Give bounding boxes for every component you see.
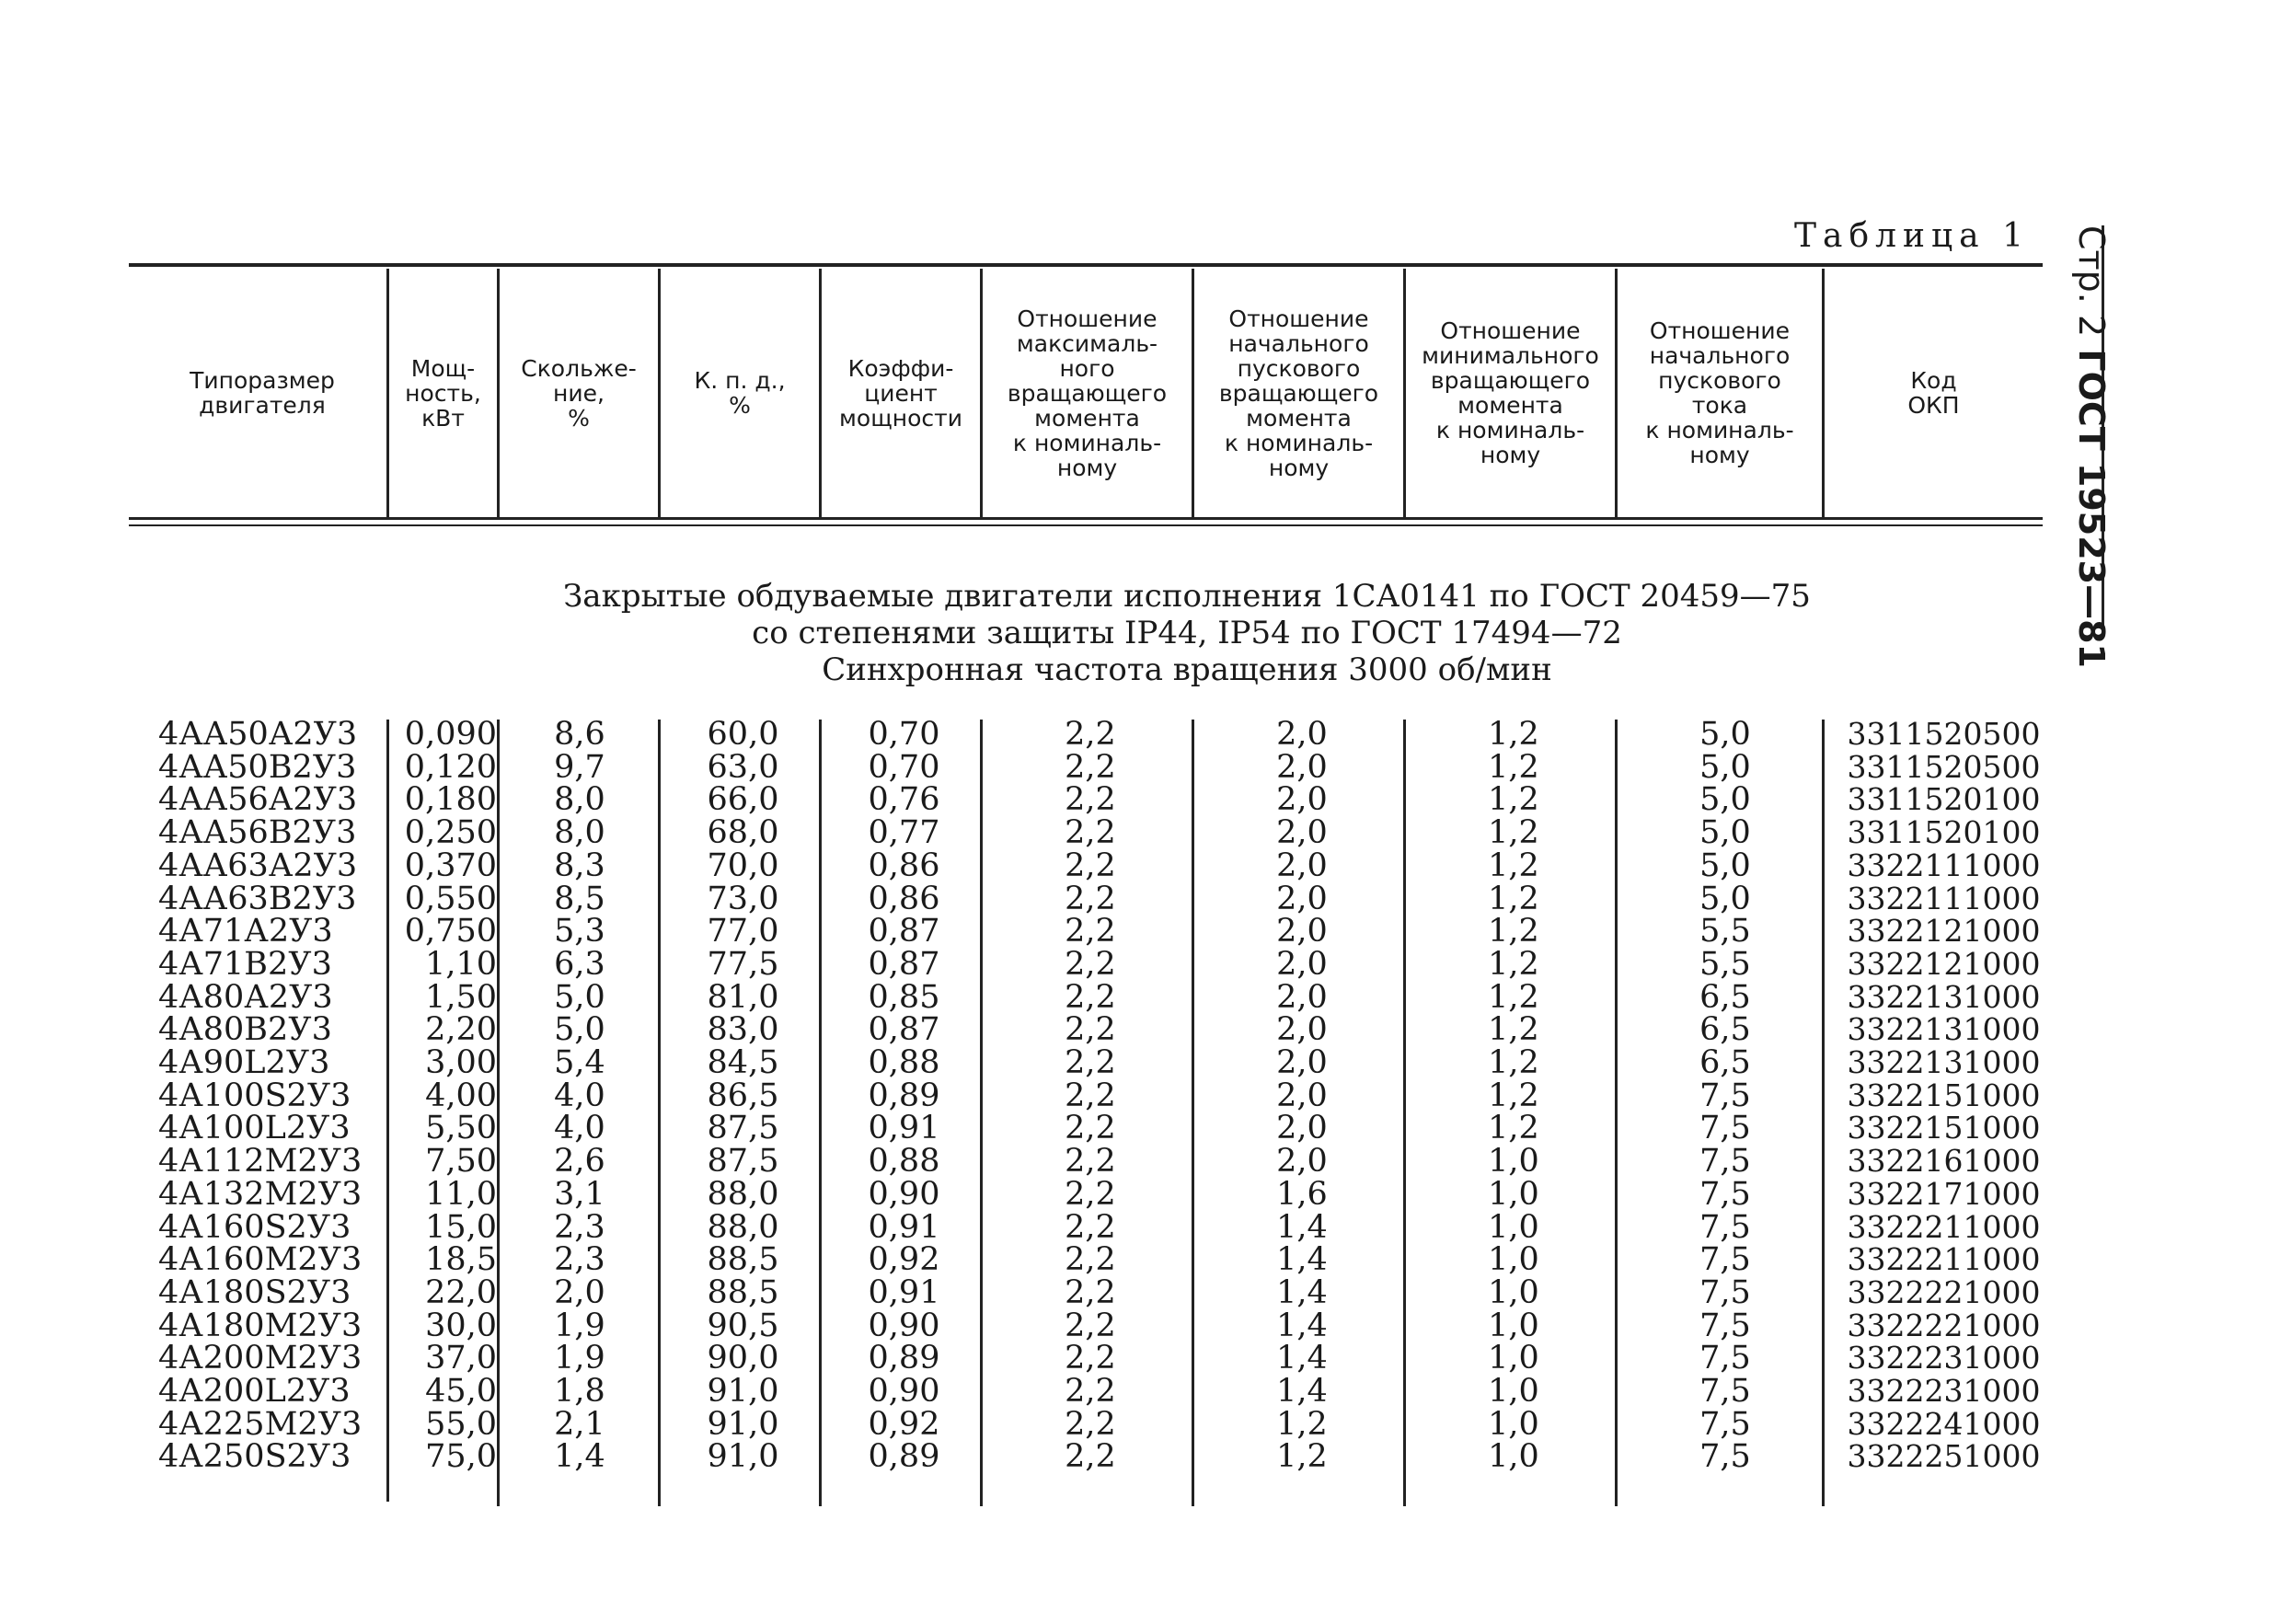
cell-power: 18,5: [425, 1241, 497, 1279]
cell-motor-type: 4А225М2У3: [158, 1405, 363, 1443]
cell-start-torque-ratio: 1,4: [1276, 1340, 1328, 1377]
cell-slip: 2,0: [554, 1273, 605, 1311]
cell-power-factor: 0,90: [868, 1373, 940, 1410]
cell-power-factor: 0,77: [868, 814, 940, 852]
cell-motor-type: 4А100L2У3: [158, 1110, 351, 1147]
cell-okp-code: 3322131000: [1847, 978, 2041, 1015]
cell-motor-type: 4АА56А2У3: [158, 781, 358, 819]
cell-power: 5,50: [425, 1110, 497, 1147]
cell-power: 1,10: [425, 945, 497, 983]
cell-power-factor: 0,90: [868, 1307, 940, 1344]
section-title-line: Синхронная частота вращения 3000 об/мин: [822, 651, 1552, 688]
cell-min-torque-ratio: 1,2: [1488, 1110, 1539, 1147]
cell-power-factor: 0,86: [868, 847, 940, 884]
column-header-slip: Скольже- ние, %: [521, 354, 637, 432]
cell-motor-type: 4АА50В2У3: [158, 748, 357, 786]
cell-start-current-ratio: 7,5: [1699, 1273, 1751, 1311]
cell-start-torque-ratio: 2,0: [1276, 716, 1328, 753]
cell-min-torque-ratio: 1,2: [1488, 748, 1539, 786]
cell-power: 3,00: [425, 1044, 497, 1081]
cell-power-factor: 0,85: [868, 978, 940, 1016]
cell-power: 0,090: [404, 716, 497, 753]
page-number: Стр. 2: [2071, 225, 2112, 338]
cell-power-factor: 0,89: [868, 1340, 940, 1377]
cell-okp-code: 3322121000: [1847, 945, 2041, 982]
cell-start-current-ratio: 7,5: [1699, 1340, 1751, 1377]
cell-start-current-ratio: 5,0: [1699, 716, 1751, 753]
cell-slip: 2,1: [554, 1405, 605, 1443]
column-header-min-torque-ratio: Отношение минимального вращающего момента к номиналь- ному: [1422, 317, 1599, 468]
cell-start-current-ratio: 7,5: [1699, 1438, 1751, 1476]
cell-start-torque-ratio: 1,6: [1276, 1175, 1328, 1213]
cell-start-current-ratio: 6,5: [1699, 978, 1751, 1016]
cell-power: 4,00: [425, 1077, 497, 1114]
cell-start-current-ratio: 5,0: [1699, 847, 1751, 884]
cell-power-factor: 0,88: [868, 1044, 940, 1081]
cell-motor-type: 4А100S2У3: [158, 1077, 351, 1114]
cell-slip: 1,9: [554, 1307, 605, 1344]
cell-power-factor: 0,92: [868, 1241, 940, 1279]
cell-start-torque-ratio: 1,4: [1276, 1241, 1328, 1279]
cell-min-torque-ratio: 1,2: [1488, 913, 1539, 950]
cell-power-factor: 0,87: [868, 945, 940, 983]
cell-start-current-ratio: 5,0: [1699, 880, 1751, 917]
cell-start-current-ratio: 7,5: [1699, 1110, 1751, 1147]
cell-efficiency: 68,0: [707, 814, 779, 852]
cell-start-torque-ratio: 2,0: [1276, 814, 1328, 852]
cell-max-torque-ratio: 2,2: [1065, 1373, 1116, 1410]
column-header-max-torque-ratio: Отношение максималь- ного вращающего момента к номиналь- ному: [1007, 305, 1168, 481]
cell-slip: 8,3: [554, 847, 605, 884]
cell-okp-code: 3322151000: [1847, 1110, 2041, 1146]
cell-motor-type: 4АА63А2У3: [158, 847, 358, 884]
table-row: [0, 1208, 2116, 1246]
cell-min-torque-ratio: 1,2: [1488, 945, 1539, 983]
table-row: [0, 945, 2116, 983]
cell-max-torque-ratio: 2,2: [1065, 1077, 1116, 1114]
header-top-rule: [129, 263, 2043, 267]
cell-start-torque-ratio: 2,0: [1276, 1110, 1328, 1147]
cell-max-torque-ratio: 2,2: [1065, 847, 1116, 884]
cell-slip: 8,0: [554, 814, 605, 852]
cell-min-torque-ratio: 1,2: [1488, 978, 1539, 1016]
cell-motor-type: 4А71В2У3: [158, 945, 332, 983]
cell-start-torque-ratio: 1,4: [1276, 1273, 1328, 1311]
cell-max-torque-ratio: 2,2: [1065, 1011, 1116, 1049]
cell-min-torque-ratio: 1,2: [1488, 880, 1539, 917]
cell-max-torque-ratio: 2,2: [1065, 880, 1116, 917]
cell-slip: 5,3: [554, 913, 605, 950]
cell-slip: 2,3: [554, 1241, 605, 1279]
cell-okp-code: 3322131000: [1847, 1044, 2041, 1080]
cell-min-torque-ratio: 1,0: [1488, 1143, 1539, 1181]
cell-power: 0,180: [404, 781, 497, 819]
cell-efficiency: 77,5: [707, 945, 779, 983]
cell-start-current-ratio: 5,0: [1699, 814, 1751, 852]
cell-okp-code: 3311520100: [1847, 781, 2041, 818]
cell-start-current-ratio: 6,5: [1699, 1011, 1751, 1049]
header-bottom-rule-2: [129, 524, 2043, 526]
cell-efficiency: 81,0: [707, 978, 779, 1016]
column-header-motor-type: Типоразмер двигателя: [190, 367, 335, 419]
cell-okp-code: 3322111000: [1847, 847, 2041, 883]
cell-power: 2,20: [425, 1011, 497, 1049]
cell-power: 0,120: [404, 748, 497, 786]
cell-max-torque-ratio: 2,2: [1065, 1340, 1116, 1377]
cell-efficiency: 87,5: [707, 1110, 779, 1147]
cell-start-current-ratio: 5,5: [1699, 913, 1751, 950]
cell-min-torque-ratio: 1,2: [1488, 1077, 1539, 1114]
cell-slip: 8,0: [554, 781, 605, 819]
cell-motor-type: 4А80А2У3: [158, 978, 333, 1016]
cell-max-torque-ratio: 2,2: [1065, 1110, 1116, 1147]
column-header-power: Мощ- ность, кВт: [405, 354, 481, 432]
cell-start-current-ratio: 5,0: [1699, 748, 1751, 786]
cell-start-torque-ratio: 2,0: [1276, 847, 1328, 884]
cell-start-torque-ratio: 2,0: [1276, 1044, 1328, 1081]
cell-efficiency: 73,0: [707, 880, 779, 917]
cell-start-torque-ratio: 2,0: [1276, 880, 1328, 917]
cell-motor-type: 4А200М2У3: [158, 1340, 363, 1377]
table-row: [0, 748, 2116, 786]
cell-slip: 2,3: [554, 1208, 605, 1246]
cell-slip: 1,9: [554, 1340, 605, 1377]
table-row: [0, 849, 2116, 882]
cell-power: 0,750: [404, 913, 497, 950]
table-row: [0, 915, 2116, 948]
cell-okp-code: 3322231000: [1847, 1373, 2041, 1409]
cell-power-factor: 0,87: [868, 1011, 940, 1049]
cell-okp-code: 3322171000: [1847, 1175, 2041, 1212]
cell-okp-code: 3322131000: [1847, 1011, 2041, 1048]
cell-max-torque-ratio: 2,2: [1065, 1273, 1116, 1311]
cell-slip: 6,3: [554, 945, 605, 983]
cell-start-current-ratio: 7,5: [1699, 1143, 1751, 1181]
table-caption: Таблица 1: [1794, 217, 2030, 255]
cell-power: 45,0: [425, 1373, 497, 1410]
table-row: [0, 1342, 2116, 1375]
cell-max-torque-ratio: 2,2: [1065, 781, 1116, 819]
cell-okp-code: 3322111000: [1847, 880, 2041, 916]
table-row: [0, 718, 2116, 751]
cell-max-torque-ratio: 2,2: [1065, 1044, 1116, 1081]
cell-power-factor: 0,89: [868, 1077, 940, 1114]
cell-efficiency: 63,0: [707, 748, 779, 786]
cell-efficiency: 66,0: [707, 781, 779, 819]
cell-power-factor: 0,86: [868, 880, 940, 917]
cell-max-torque-ratio: 2,2: [1065, 814, 1116, 852]
section-title-line: Закрытые обдуваемые двигатели исполнения 1СА0141 по ГОСТ 20459—75: [563, 578, 1811, 615]
cell-efficiency: 70,0: [707, 847, 779, 884]
cell-start-current-ratio: 7,5: [1699, 1208, 1751, 1246]
cell-max-torque-ratio: 2,2: [1065, 913, 1116, 950]
cell-min-torque-ratio: 1,0: [1488, 1175, 1539, 1213]
cell-min-torque-ratio: 1,2: [1488, 781, 1539, 819]
cell-efficiency: 91,0: [707, 1405, 779, 1443]
cell-start-current-ratio: 7,5: [1699, 1405, 1751, 1443]
cell-okp-code: 3322151000: [1847, 1077, 2041, 1113]
column-header-power-factor: Коэффи- циент мощности: [839, 354, 962, 432]
cell-slip: 5,4: [554, 1044, 605, 1081]
cell-start-torque-ratio: 1,4: [1276, 1373, 1328, 1410]
cell-min-torque-ratio: 1,2: [1488, 1044, 1539, 1081]
cell-slip: 1,4: [554, 1438, 605, 1476]
cell-power-factor: 0,87: [868, 913, 940, 950]
cell-max-torque-ratio: 2,2: [1065, 716, 1116, 753]
page-running-header: [2071, 225, 2112, 668]
cell-slip: 4,0: [554, 1077, 605, 1114]
cell-motor-type: 4А250S2У3: [158, 1438, 351, 1476]
cell-efficiency: 77,0: [707, 913, 779, 950]
cell-efficiency: 88,5: [707, 1273, 779, 1311]
cell-max-torque-ratio: 2,2: [1065, 1143, 1116, 1181]
cell-power: 75,0: [425, 1438, 497, 1476]
cell-efficiency: 83,0: [707, 1011, 779, 1049]
table-row: [0, 1079, 2116, 1112]
cell-slip: 1,8: [554, 1373, 605, 1410]
cell-slip: 8,6: [554, 716, 605, 753]
cell-slip: 3,1: [554, 1175, 605, 1213]
table-row: [0, 1438, 2116, 1476]
cell-max-torque-ratio: 2,2: [1065, 1208, 1116, 1246]
cell-okp-code: 3322161000: [1847, 1143, 2041, 1180]
cell-power: 15,0: [425, 1208, 497, 1246]
cell-slip: 2,6: [554, 1143, 605, 1181]
cell-min-torque-ratio: 1,2: [1488, 814, 1539, 852]
cell-motor-type: 4А90L2У3: [158, 1044, 330, 1081]
cell-min-torque-ratio: 1,0: [1488, 1340, 1539, 1377]
header-bottom-rule: [129, 517, 2043, 520]
cell-efficiency: 91,0: [707, 1438, 779, 1476]
cell-power-factor: 0,76: [868, 781, 940, 819]
table-row: [0, 1405, 2116, 1443]
cell-motor-type: 4АА56В2У3: [158, 814, 357, 852]
cell-motor-type: 4А180S2У3: [158, 1273, 351, 1311]
cell-motor-type: 4А80В2У3: [158, 1011, 332, 1049]
cell-motor-type: 4А160S2У3: [158, 1208, 351, 1246]
cell-slip: 5,0: [554, 1011, 605, 1049]
cell-power: 0,250: [404, 814, 497, 852]
cell-start-current-ratio: 7,5: [1699, 1307, 1751, 1344]
table-row: [0, 978, 2116, 1016]
cell-power: 30,0: [425, 1307, 497, 1344]
cell-motor-type: 4А71А2У3: [158, 913, 333, 950]
section-title: [386, 578, 1987, 688]
cell-slip: 4,0: [554, 1110, 605, 1147]
cell-power: 7,50: [425, 1143, 497, 1181]
cell-efficiency: 88,5: [707, 1241, 779, 1279]
cell-max-torque-ratio: 2,2: [1065, 1438, 1116, 1476]
cell-power-factor: 0,91: [868, 1208, 940, 1246]
cell-start-torque-ratio: 1,2: [1276, 1405, 1328, 1443]
cell-start-current-ratio: 7,5: [1699, 1241, 1751, 1279]
cell-start-torque-ratio: 1,4: [1276, 1307, 1328, 1344]
cell-efficiency: 90,5: [707, 1307, 779, 1344]
table-row: [0, 1175, 2116, 1213]
cell-okp-code: 3322211000: [1847, 1208, 2041, 1245]
cell-motor-type: 4А200L2У3: [158, 1373, 351, 1410]
cell-power: 0,550: [404, 880, 497, 917]
cell-okp-code: 3322121000: [1847, 913, 2041, 950]
cell-min-torque-ratio: 1,0: [1488, 1405, 1539, 1443]
cell-min-torque-ratio: 1,2: [1488, 716, 1539, 753]
cell-efficiency: 90,0: [707, 1340, 779, 1377]
cell-start-torque-ratio: 2,0: [1276, 1011, 1328, 1049]
cell-okp-code: 3322211000: [1847, 1241, 2041, 1278]
table-row: [0, 1273, 2116, 1311]
cell-okp-code: 3322221000: [1847, 1273, 2041, 1310]
cell-start-torque-ratio: 1,4: [1276, 1208, 1328, 1246]
cell-start-current-ratio: 7,5: [1699, 1373, 1751, 1410]
cell-min-torque-ratio: 1,2: [1488, 847, 1539, 884]
cell-start-current-ratio: 5,0: [1699, 781, 1751, 819]
cell-okp-code: 3311520500: [1847, 716, 2041, 752]
cell-power-factor: 0,91: [868, 1110, 940, 1147]
cell-max-torque-ratio: 2,2: [1065, 1175, 1116, 1213]
cell-okp-code: 3322221000: [1847, 1307, 2041, 1343]
cell-efficiency: 88,0: [707, 1208, 779, 1246]
cell-start-torque-ratio: 2,0: [1276, 1077, 1328, 1114]
cell-efficiency: 91,0: [707, 1373, 779, 1410]
cell-max-torque-ratio: 2,2: [1065, 945, 1116, 983]
cell-efficiency: 87,5: [707, 1143, 779, 1181]
column-header-okp-code: Код ОКП: [1907, 367, 1960, 419]
cell-max-torque-ratio: 2,2: [1065, 1405, 1116, 1443]
cell-start-torque-ratio: 2,0: [1276, 1143, 1328, 1181]
table-row: [0, 1011, 2116, 1049]
cell-power: 0,370: [404, 847, 497, 884]
cell-power-factor: 0,91: [868, 1273, 940, 1311]
table-row: [0, 1111, 2116, 1145]
standard-number: ГОСТ 19523—81: [2071, 349, 2112, 668]
cell-start-torque-ratio: 2,0: [1276, 748, 1328, 786]
cell-okp-code: 3311520500: [1847, 748, 2041, 785]
cell-efficiency: 84,5: [707, 1044, 779, 1081]
cell-power-factor: 0,92: [868, 1405, 940, 1443]
cell-min-torque-ratio: 1,0: [1488, 1241, 1539, 1279]
cell-slip: 8,5: [554, 880, 605, 917]
cell-power: 11,0: [425, 1175, 497, 1213]
cell-efficiency: 88,0: [707, 1175, 779, 1213]
cell-motor-type: 4А180М2У3: [158, 1307, 363, 1344]
cell-efficiency: 60,0: [707, 716, 779, 753]
cell-start-current-ratio: 7,5: [1699, 1077, 1751, 1114]
cell-motor-type: 4АА63В2У3: [158, 880, 357, 917]
cell-motor-type: 4А132М2У3: [158, 1175, 363, 1213]
table-row: [0, 1241, 2116, 1279]
cell-power-factor: 0,88: [868, 1143, 940, 1181]
cell-start-torque-ratio: 2,0: [1276, 978, 1328, 1016]
cell-start-torque-ratio: 2,0: [1276, 913, 1328, 950]
cell-power: 55,0: [425, 1405, 497, 1443]
table-row: [0, 1309, 2116, 1342]
column-header-efficiency: К. п. д., %: [694, 367, 786, 419]
cell-start-current-ratio: 5,5: [1699, 945, 1751, 983]
cell-power-factor: 0,90: [868, 1175, 940, 1213]
cell-start-torque-ratio: 1,2: [1276, 1438, 1328, 1476]
cell-power: 37,0: [425, 1340, 497, 1377]
cell-power-factor: 0,70: [868, 748, 940, 786]
cell-okp-code: 3311520100: [1847, 814, 2041, 851]
cell-max-torque-ratio: 2,2: [1065, 748, 1116, 786]
cell-min-torque-ratio: 1,0: [1488, 1307, 1539, 1344]
section-title-line: со степенями защиты IP44, IP54 по ГОСТ 17494—72: [752, 615, 1622, 651]
cell-okp-code: 3322231000: [1847, 1340, 2041, 1376]
table-row: [0, 1046, 2116, 1079]
cell-motor-type: 4А112М2У3: [158, 1143, 363, 1181]
cell-okp-code: 3322251000: [1847, 1438, 2041, 1475]
table-row: [0, 1375, 2116, 1408]
table-row: [0, 1143, 2116, 1181]
cell-power-factor: 0,70: [868, 716, 940, 753]
table-row: [0, 814, 2116, 852]
cell-start-torque-ratio: 2,0: [1276, 781, 1328, 819]
cell-power: 1,50: [425, 978, 497, 1016]
cell-efficiency: 86,5: [707, 1077, 779, 1114]
cell-min-torque-ratio: 1,2: [1488, 1011, 1539, 1049]
column-header-start-torque-ratio: Отношение начального пускового вращающего момента к номиналь- ному: [1218, 305, 1379, 481]
cell-motor-type: 4А160М2У3: [158, 1241, 363, 1279]
cell-power-factor: 0,89: [868, 1438, 940, 1476]
cell-motor-type: 4АА50А2У3: [158, 716, 358, 753]
cell-start-current-ratio: 7,5: [1699, 1175, 1751, 1213]
cell-min-torque-ratio: 1,0: [1488, 1208, 1539, 1246]
cell-okp-code: 3322241000: [1847, 1405, 2041, 1442]
cell-start-current-ratio: 6,5: [1699, 1044, 1751, 1081]
cell-min-torque-ratio: 1,0: [1488, 1438, 1539, 1476]
cell-max-torque-ratio: 2,2: [1065, 978, 1116, 1016]
cell-max-torque-ratio: 2,2: [1065, 1241, 1116, 1279]
table-row: [0, 882, 2116, 916]
table-row: [0, 781, 2116, 819]
cell-slip: 5,0: [554, 978, 605, 1016]
cell-start-torque-ratio: 2,0: [1276, 945, 1328, 983]
cell-power: 22,0: [425, 1273, 497, 1311]
cell-max-torque-ratio: 2,2: [1065, 1307, 1116, 1344]
cell-min-torque-ratio: 1,0: [1488, 1373, 1539, 1410]
column-header-start-current-ratio: Отношение начального пускового тока к номиналь- ному: [1645, 317, 1794, 468]
cell-slip: 9,7: [554, 748, 605, 786]
cell-min-torque-ratio: 1,0: [1488, 1273, 1539, 1311]
